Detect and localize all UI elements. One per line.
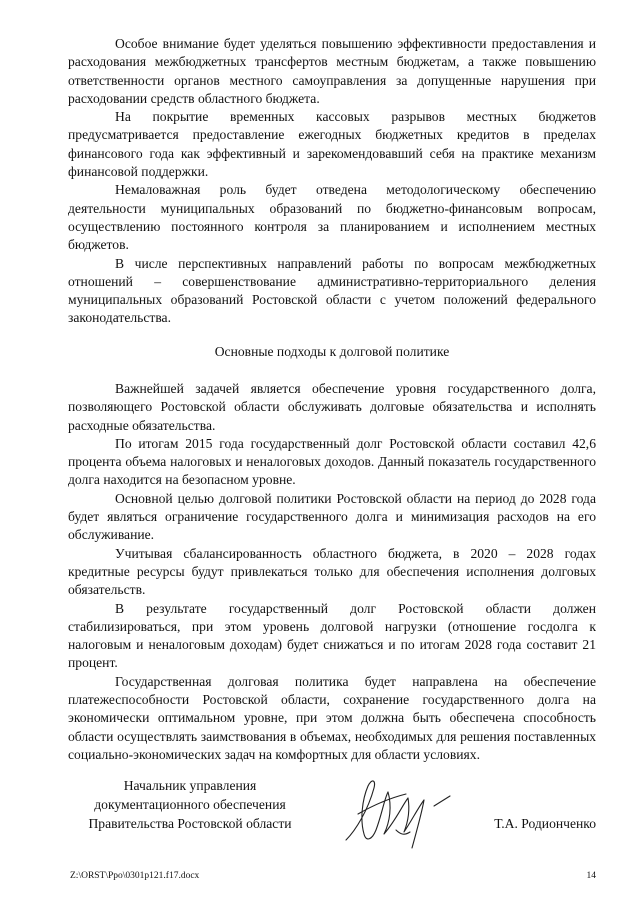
paragraph: Основной целью долговой политики Ростовской области на период до 2028 года будет являться ограничение государственного долга и минимизация расходов на его обслуживание. (68, 490, 596, 543)
paragraph: Немаловажная роль будет отведена методологическому обеспечению деятельности муниципальных образований по бюджетно-финансовым вопросам, осуществлению постоянного контроля за планированием и исполнением местных бюджетов. (68, 182, 596, 253)
intro-paragraphs (68, 35, 596, 328)
paragraph: Важнейшей задачей является обеспечение уровня государственного долга, позволяющего Ростовской области обслуживать долговые обязательства и исполнять расходные обязательства. (68, 381, 596, 433)
position-line: Правительства Ростовской области (88, 816, 292, 831)
paragraph: Учитывая сбалансированность областного бюджета, в 2020 – 2028 годах кредитные ресурсы будут привлекаться только для обеспечения исполнения долговых обязательств. (68, 545, 596, 598)
paragraph: Особое внимание будет уделяться повышению эффективности предоставления и расходования межбюджетных трансфертов местным бюджетам, а также повышению ответственности органов местного самоуправления за допущенные нарушения при расходовании средств областного бюджета. (68, 36, 596, 106)
signatory-position (70, 776, 310, 833)
paragraph: В числе перспективных направлений работы по вопросам межбюджетных отношений – совершенствование административно-территориального деления муниципальных образований Ростовской области с учетом положений федерального законодательства. (68, 255, 596, 326)
paragraph: По итогам 2015 года государственный долг Ростовской области составил 42,6 процента объема налоговых и неналоговых доходов. Данный показатель государственного долга находится на безопасном уровне. (68, 435, 596, 488)
page-number: 14 (586, 871, 596, 881)
position-line: Начальник управления (123, 778, 257, 793)
section-heading: Основные подходы к долговой политике (214, 344, 450, 359)
paragraph: На покрытие временных кассовых разрывов местных бюджетов предусматривается предоставление ежегодных бюджетных кредитов в пределах финансового года как эффективный и зарекомендовавший себя на практике механизм финансовой поддержки. (68, 109, 596, 180)
signer-name: Т.А. Родионченко (494, 816, 596, 831)
footer-file-path: Z:\ORST\Ppo\0301p121.f17.docx (70, 871, 200, 881)
paragraph: В результате государственный долг Ростовской области должен стабилизироваться, при этом уровень долговой нагрузки (отношение госдолга к налоговым и неналоговым доходам) будет снижаться и по итогам 2028 года составит 21 процент. (68, 600, 596, 671)
position-line: документационного обеспечения (94, 797, 286, 812)
paragraph: Государственная долговая политика будет направлена на обеспечение платежеспособности Ростовской области, сохранение государственного долга на экономически оптимальном уровне, при этом должна быть обеспечена способность области осуществлять заимствования в объемах, необходимых для решения поставленных социально-экономических задач на комфортных для области условиях. (68, 673, 596, 762)
debt-policy-paragraphs (68, 380, 596, 764)
handwritten-signature (338, 770, 456, 852)
